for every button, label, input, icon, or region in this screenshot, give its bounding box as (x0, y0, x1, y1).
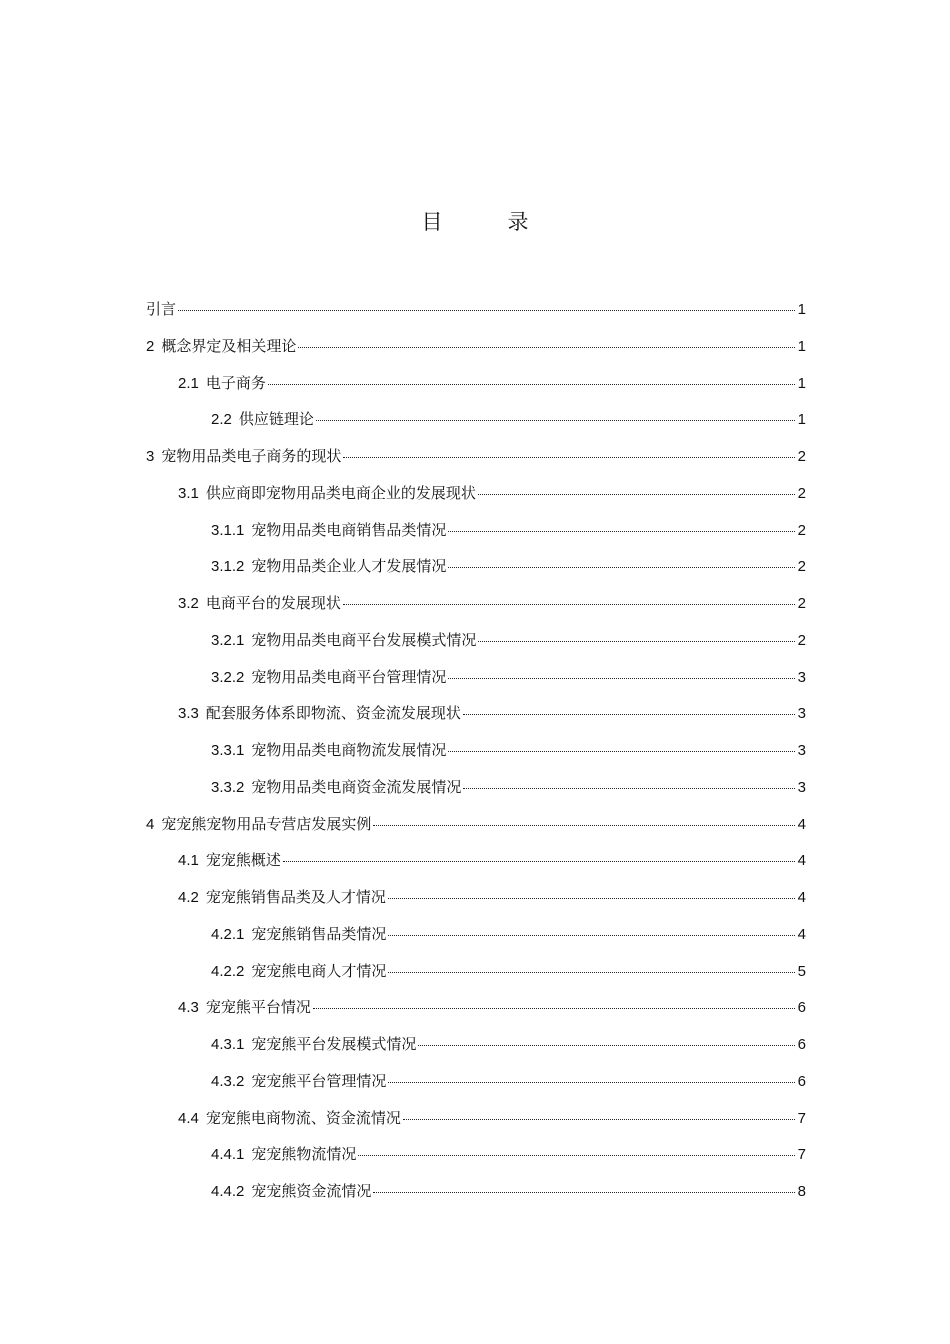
toc-entry[interactable] (146, 548, 806, 585)
toc-entry-page-number: 3 (797, 778, 806, 796)
toc-entry-number: 3.3.2 (211, 778, 245, 796)
toc-entry[interactable] (146, 438, 806, 475)
toc-entry-title: 宠宠熊销售品类及人才情况 (205, 888, 386, 906)
toc-dot-leader (373, 1192, 795, 1193)
toc-entry[interactable] (146, 879, 806, 916)
toc-entry-title: 供应商即宠物用品类电商企业的发展现状 (205, 483, 476, 502)
toc-dot-leader (388, 1082, 795, 1083)
toc-entry-number: 4.3.1 (211, 1036, 245, 1053)
toc-entry-page-number: 3 (797, 742, 806, 759)
toc-entry-page-number: 2 (797, 484, 806, 502)
toc-entry-page-number: 6 (797, 1072, 806, 1090)
toc-entry-page-number: 7 (797, 1109, 806, 1127)
toc-entry[interactable] (146, 1136, 806, 1173)
toc-entry[interactable] (146, 806, 806, 843)
toc-dot-leader (448, 678, 795, 679)
toc-entry-title: 宠宠熊资金流情况 (251, 1182, 372, 1200)
toc-entry[interactable] (146, 475, 806, 512)
toc-entry[interactable] (146, 916, 806, 953)
toc-dot-leader (343, 457, 795, 458)
toc-entry-number: 3.3.1 (211, 742, 245, 759)
toc-entry-number: 3.2.2 (211, 668, 245, 686)
toc-entry-page-number: 3 (797, 668, 806, 686)
toc-entry-title: 宠物用品类电商平台发展模式情况 (251, 630, 477, 649)
toc-entry-title: 供应链理论 (238, 410, 314, 429)
toc-entry[interactable] (146, 1173, 806, 1210)
toc-dot-leader (268, 384, 795, 385)
toc-entry-title: 配套服务体系即物流、资金流发展现状 (205, 704, 461, 723)
toc-dot-leader (298, 347, 795, 348)
toc-dot-leader (388, 898, 795, 899)
toc-entry[interactable] (146, 1026, 806, 1063)
toc-dot-leader (448, 531, 795, 532)
toc-dot-leader (448, 751, 795, 752)
toc-entry[interactable] (146, 328, 806, 365)
toc-entry-title: 宠物用品类电商销售品类情况 (251, 520, 447, 539)
toc-entry-page-number: 1 (797, 301, 806, 318)
toc-entry-title: 电商平台的发展现状 (205, 594, 341, 612)
toc-entry-title: 宠宠熊概述 (205, 851, 281, 870)
toc-entry-title: 概念界定及相关理论 (161, 336, 297, 355)
toc-entry-page-number: 3 (797, 705, 806, 723)
toc-entry-page-number: 6 (797, 1036, 806, 1053)
toc-entry-page-number: 4 (797, 889, 806, 906)
toc-entry-page-number: 2 (797, 558, 806, 576)
toc-entry-page-number: 1 (797, 411, 806, 429)
toc-entry-number: 4.2.1 (211, 925, 245, 943)
toc-dot-leader (478, 494, 795, 495)
toc-entry[interactable] (146, 365, 806, 402)
toc-entry[interactable] (146, 1063, 806, 1100)
toc-entry-number: 2.2 (211, 411, 232, 429)
toc-entry-number: 4.1 (178, 852, 199, 870)
toc-entry[interactable] (146, 953, 806, 990)
toc-entry[interactable] (146, 1100, 806, 1137)
toc-dot-leader (418, 1045, 795, 1046)
toc-dot-leader (316, 420, 795, 421)
toc-dot-leader (373, 825, 795, 826)
toc-entry-number: 3.1 (178, 484, 199, 502)
toc-dot-leader (388, 935, 795, 936)
toc-entry-page-number: 2 (797, 595, 806, 612)
toc-list (146, 291, 806, 1210)
toc-entry-number: 4.2 (178, 889, 199, 906)
toc-entry-page-number: 2 (797, 521, 806, 539)
toc-entry-title: 宠宠熊电商人才情况 (251, 961, 387, 980)
toc-entry-number: 4.3.2 (211, 1072, 245, 1090)
toc-entry-page-number: 8 (797, 1183, 806, 1200)
toc-entry-title: 宠宠熊平台管理情况 (251, 1071, 387, 1090)
toc-dot-leader (388, 972, 795, 973)
toc-entry[interactable] (146, 512, 806, 549)
toc-entry-title: 宠物用品类电商平台管理情况 (251, 667, 447, 686)
toc-entry[interactable] (146, 585, 806, 622)
toc-entry[interactable] (146, 989, 806, 1026)
toc-dot-leader (463, 714, 795, 715)
toc-entry-number: 2 (146, 337, 155, 355)
toc-dot-leader (403, 1119, 795, 1120)
toc-entry-page-number: 5 (797, 962, 806, 980)
toc-dot-leader (343, 604, 795, 605)
toc-entry[interactable] (146, 732, 806, 769)
toc-dot-leader (478, 641, 795, 642)
toc-entry-title: 宠物用品类电商资金流发展情况 (251, 777, 462, 796)
toc-entry-number: 3.1.1 (211, 521, 245, 539)
toc-entry[interactable] (146, 695, 806, 732)
toc-entry[interactable] (146, 401, 806, 438)
toc-entry-number: 2.1 (178, 374, 199, 392)
toc-entry-page-number: 7 (797, 1146, 806, 1164)
toc-entry[interactable] (146, 842, 806, 879)
toc-entry-number: 3.1.2 (211, 558, 245, 576)
toc-entry-title: 引言 (146, 300, 177, 318)
toc-entry-page-number: 2 (797, 448, 806, 465)
toc-entry-page-number: 4 (797, 815, 806, 833)
toc-entry-title: 宠物用品类企业人才发展情况 (251, 557, 447, 576)
toc-entry-number: 4.4 (178, 1109, 199, 1127)
toc-entry-page-number: 2 (797, 631, 806, 649)
toc-dot-leader (178, 310, 795, 311)
toc-entry-title: 宠宠熊物流情况 (251, 1145, 357, 1164)
toc-entry-title: 电子商务 (205, 373, 266, 392)
toc-entry-page-number: 4 (797, 852, 806, 870)
toc-entry-number: 3 (146, 448, 155, 465)
toc-dot-leader (448, 567, 795, 568)
toc-entry-number: 3.2 (178, 595, 199, 612)
toc-entry-page-number: 4 (797, 925, 806, 943)
toc-entry-title: 宠宠熊平台发展模式情况 (251, 1035, 417, 1053)
toc-entry-number: 4.3 (178, 999, 199, 1017)
toc-entry-number: 3.2.1 (211, 631, 245, 649)
toc-entry-title: 宠宠熊宠物用品专营店发展实例 (161, 814, 372, 833)
toc-entry-title: 宠宠熊电商物流、资金流情况 (205, 1108, 401, 1127)
toc-entry-title: 宠宠熊销售品类情况 (251, 924, 387, 943)
toc-entry-page-number: 1 (797, 337, 806, 355)
toc-entry[interactable] (146, 659, 806, 696)
toc-entry[interactable] (146, 291, 806, 328)
toc-entry[interactable] (146, 769, 806, 806)
toc-entry-number: 4.4.2 (211, 1183, 245, 1200)
toc-title: 目 录 (421, 210, 551, 234)
toc-dot-leader (463, 788, 795, 789)
toc-dot-leader (358, 1155, 795, 1156)
toc-entry-number: 4 (146, 815, 155, 833)
toc-entry[interactable] (146, 622, 806, 659)
toc-entry-title: 宠物用品类电商物流发展情况 (251, 741, 447, 759)
toc-entry-title: 宠物用品类电子商务的现状 (161, 447, 342, 465)
toc-entry-page-number: 6 (797, 999, 806, 1017)
toc-entry-number: 4.4.1 (211, 1146, 245, 1164)
toc-dot-leader (283, 861, 795, 862)
toc-dot-leader (313, 1008, 795, 1009)
toc-entry-number: 3.3 (178, 705, 199, 723)
toc-entry-title: 宠宠熊平台情况 (205, 998, 311, 1017)
toc-entry-number: 4.2.2 (211, 962, 245, 980)
toc-entry-page-number: 1 (797, 374, 806, 392)
